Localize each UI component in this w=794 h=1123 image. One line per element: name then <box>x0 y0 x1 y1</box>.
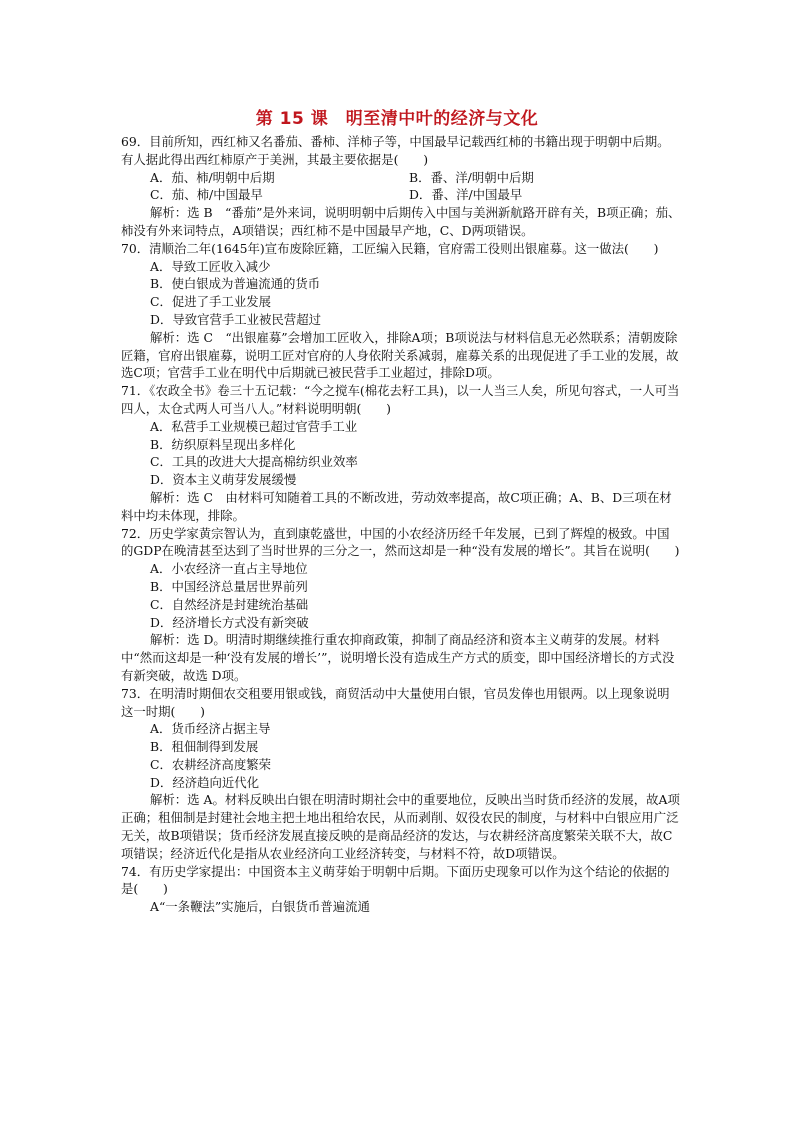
question-stem: 72．历史学家黄宗智认为，直到康乾盛世，中国的小农经济历经千年发展，已到了辉煌的极致。中国的GDP在晚清甚至达到了当时世界的三分之一，然而这却是一种“没有发展的增长”。其旨在说明( ) <box>121 525 680 559</box>
question-stem: 71．《农政全书》卷三十五记载：“今之搅车(棉花去籽工具)，以一人当三人矣，所见句容式，一人可当四人，太仓式两人可当八人。”材料说明明朝( ) <box>121 383 680 416</box>
option-b: B．番、洋/明朝中后期 <box>409 169 534 185</box>
explanation: 解析：选 D。明清时期继续推行重农抑商政策，抑制了商品经济和资本主义萌芽的发展。材料中“然而这却是一种‘没有发展的增长’”，说明增长没有造成生产方式的质变，即中国经济增长的方式没有新突破，故选 D项。 <box>121 632 675 683</box>
option-c: C．自然经济是封建统治基础 <box>150 596 309 612</box>
option-b: B．中国经济总量居世界前列 <box>150 578 308 594</box>
question-stem: 73．在明清时期佃农交租要用银或钱，商贸活动中大量使用白银，官员发俸也用银两。以上现象说明这一时期( ) <box>121 685 670 719</box>
option-d: D．资本主义萌芽发展缓慢 <box>150 472 297 488</box>
explanation: 解析：选 C 由材料可知随着工具的不断改进，劳动效率提高，故C项正确；A、B、D三项在材料中均未体现，排除。 <box>121 489 672 523</box>
option-a: A．货币经济占据主导 <box>150 721 271 737</box>
option-a: A．导致工匠收入减少 <box>150 258 271 274</box>
option-c: C．农耕经济高度繁荣 <box>150 756 271 772</box>
option-a: A．小农经济一直占主导地位 <box>150 561 308 577</box>
question-69 <box>121 133 681 240</box>
option-row <box>121 169 681 187</box>
option-a: A“一条鞭法”实施后，白银货币普遍流通 <box>150 899 370 915</box>
option-a: A．私营手工业规模已超过官营手工业 <box>150 418 358 434</box>
option-b: B．使白银成为普遍流通的货币 <box>150 276 321 292</box>
question-74 <box>121 863 681 916</box>
question-stem: 69．目前所知，西红柿又名番茄、番柿、洋柿子等，中国最早记载西红柿的书籍出现于明朝中后期。有人据此得出西红柿原产于美洲，其最主要依据是( ) <box>121 134 670 167</box>
explanation: 解析：选 A。材料反映出白银在明清时期社会中的重要地位，反映出当时货币经济的发展，故A项正确；租佃制是封建社会地主把土地出租给农民，从而剥削、奴役农民的制度，与材料中白银应用广泛无关，故B项错误；货币经济发展直接反映的是商品经济的发达，与农耕经济高度繁荣关联不大，故C项错误；经济近代化是指从农业经济向工业经济转变，与材料不符，故D项错误。 <box>121 792 680 861</box>
option-b: B．租佃制得到发展 <box>150 739 259 755</box>
option-a: A．茄、柿/明朝中后期 <box>150 169 275 185</box>
option-d: D．导致官营手工业被民营超过 <box>150 311 322 327</box>
lesson-title: 第 15 课 明至清中叶的经济与文化 <box>255 109 539 129</box>
explanation: 解析：选 B “番茄”是外来词，说明明朝中后期传入中国与美洲新航路开辟有关，B项正确；茄、柿没有外来词特点，A项错误；西红柿不是中国最早产地，C、D两项错误。 <box>121 205 681 238</box>
option-b: B．纺织原料呈现出多样化 <box>150 436 296 452</box>
question-list <box>121 133 681 916</box>
option-d: D．番、洋/中国最早 <box>409 187 523 203</box>
option-c: C．茄、柿/中国最早 <box>150 187 263 203</box>
option-c: C．促进了手工业发展 <box>150 294 271 310</box>
option-row <box>121 186 681 204</box>
question-73 <box>121 685 681 863</box>
explanation: 解析：选 C “出银雇募”会增加工匠收入，排除A项；B项说法与材料信息无必然联系；清朝废除匠籍，官府出银雇募，说明工匠对官府的人身依附关系减弱，雇募关系的出现促进了手工业的发展，故选C项；官营手工业在明代中后期就已被民营手工业超过，排除D项。 <box>121 329 679 381</box>
question-71 <box>121 382 681 524</box>
option-c: C．工具的改进大大提高棉纺织业效率 <box>150 454 358 470</box>
question-72 <box>121 525 681 685</box>
question-70 <box>121 240 681 382</box>
option-d: D．经济增长方式没有新突破 <box>150 614 309 630</box>
option-d: D．经济趋向近代化 <box>150 774 260 790</box>
question-stem: 74．有历史学家提出：中国资本主义萌芽始于明朝中后期。下面历史现象可以作为这个结论的依据的是( ) <box>121 863 670 897</box>
question-stem: 70．清顺治二年(1645年)宣布废除匠籍，工匠编入民籍，官府需工役则出银雇募。这一做法( ) <box>121 240 659 256</box>
